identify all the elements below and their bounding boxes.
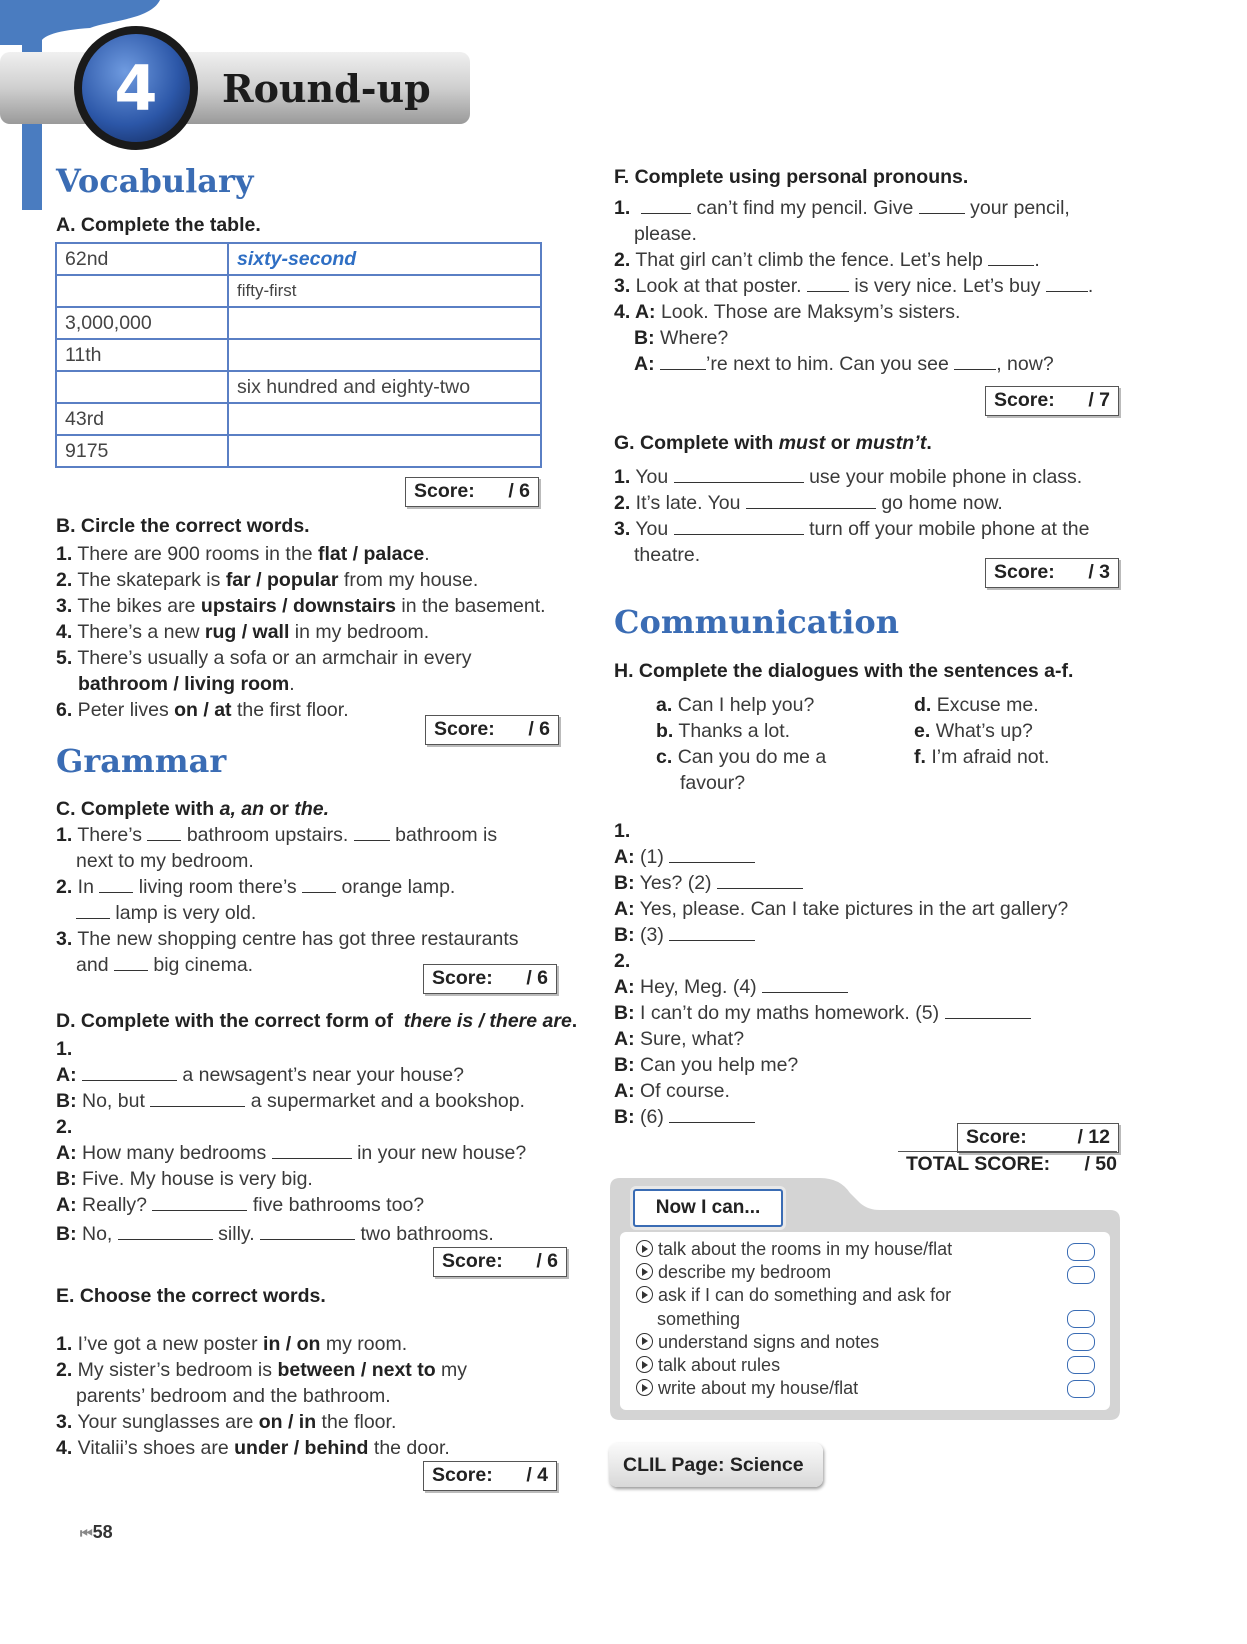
exercise-f-instruction: F. Complete using personal pronouns. — [614, 166, 969, 188]
skip-back-icon: ⏮ — [80, 1525, 93, 1541]
exercise-h-instruction: H. Complete the dialogues with the sentences a-f. — [614, 660, 1074, 682]
now-i-can-tab: Now I can... — [633, 1189, 783, 1227]
score-box-f[interactable]: Score: / 7 — [985, 386, 1119, 416]
list-item: talk about the rooms in my house/flat — [636, 1238, 952, 1261]
play-arrow-icon — [636, 1333, 653, 1350]
list-item: understand signs and notes — [636, 1331, 952, 1354]
exercise-d-items: 1. A: a newsagent’s near your house? B: No, but a supermarket and a bookshop. 2. A: How many bedrooms in your new house? B: Five. My house is very big. A: Really? five bathrooms too? B: No, silly. two bathrooms. — [56, 1038, 527, 1245]
score-box-b[interactable]: Score: / 6 — [425, 715, 559, 745]
exercise-h-options-right: d. Excuse me. e. What’s up? f. I’m afraid not. — [914, 694, 1050, 768]
exercise-b-instruction: B. Circle the correct words. — [56, 515, 310, 537]
list-item: write about my house/flat — [636, 1377, 952, 1400]
exercise-a-instruction: A. Complete the table. — [56, 214, 261, 236]
exercise-g-items: 1. You use your mobile phone in class. 2. It’s late. You go home now. 3. You turn off your mobile phone at the theatre. — [614, 466, 1090, 566]
score-box-a[interactable]: Score: / 6 — [405, 477, 539, 507]
exercise-g-instruction: G. Complete with must or mustn’t. — [614, 432, 932, 454]
communication-heading: Communication — [614, 603, 899, 641]
list-item: describe my bedroom — [636, 1261, 952, 1284]
play-arrow-icon — [636, 1379, 653, 1396]
total-score: TOTAL SCORE: / 50 — [898, 1151, 1117, 1176]
list-item: ask if I can do something and ask for — [636, 1284, 952, 1307]
page-number: ⏮58 — [80, 1522, 113, 1542]
page-title: Round-up — [222, 66, 431, 111]
checkbox[interactable] — [1067, 1380, 1095, 1398]
now-i-can-list: talk about the rooms in my house/flat describe my bedroom ask if I can do something and ask for something understand signs and notes talk about rules write about my house/flat — [636, 1238, 952, 1400]
table-row: 11th — [56, 339, 541, 371]
exercise-c-instruction: C. Complete with a, an or the. — [56, 798, 330, 820]
play-arrow-icon — [636, 1356, 653, 1373]
checkbox[interactable] — [1067, 1266, 1095, 1284]
checkbox[interactable] — [1067, 1356, 1095, 1374]
checkbox[interactable] — [1067, 1243, 1095, 1261]
score-box-h[interactable]: Score: / 12 — [957, 1123, 1119, 1153]
exercise-e-instruction: E. Choose the correct words. — [56, 1285, 326, 1307]
grammar-heading: Grammar — [56, 742, 227, 780]
play-arrow-icon — [636, 1263, 653, 1280]
score-box-e[interactable]: Score: / 4 — [423, 1461, 557, 1491]
exercise-e-items: 1. I’ve got a new poster in / on my room. 2. My sister’s bedroom is between / next to my parents’ bedroom and the bathroom. 3. Your sunglasses are on / in the floor. 4. Vitalii’s shoes are under / behind the door. — [56, 1333, 468, 1459]
unit-number: 4 — [114, 52, 158, 125]
clil-page-button[interactable]: CLIL Page: Science — [609, 1443, 823, 1487]
table-row: 9175 — [56, 435, 541, 467]
exercise-f-items: 1. can’t find my pencil. Give your pencil, please. 2. That girl can’t climb the fence. Let’s help . 3. Look at that poster. is very nice. Let’s buy . 4. A: Look. Those are Maksym’s sisters. B: Where? A: ’re next to him. Can you see , now? — [614, 197, 1094, 375]
exercise-h-dialogues: 1. A: (1) B: Yes? (2) A: Yes, please. Can I take pictures in the art gallery? B: (3) 2. A: Hey, Meg. (4) B: I can’t do my maths homework. (5) A: Sure, what? B: Can you help me? A: Of course. B: (6) — [614, 820, 1069, 1128]
table-row: 3,000,000 — [56, 307, 541, 339]
numbers-table — [55, 242, 542, 468]
exercise-h-options-left: a. Can I help you? b. Thanks a lot. c. Can you do me a favour? — [656, 694, 827, 794]
checkbox[interactable] — [1067, 1333, 1095, 1351]
play-arrow-icon — [636, 1286, 653, 1303]
play-arrow-icon — [636, 1240, 653, 1257]
score-box-d[interactable]: Score: / 6 — [433, 1247, 567, 1277]
score-box-c[interactable]: Score: / 6 — [423, 964, 557, 994]
table-row: 43rd — [56, 403, 541, 435]
vocabulary-heading: Vocabulary — [56, 162, 254, 200]
exercise-c-items: 1. There’s bathroom upstairs. bathroom is next to my bedroom. 2. In living room there’s orange lamp. lamp is very old. 3. The new shopping centre has got three restaurants and big cinema. — [56, 824, 519, 976]
table-row: fifty-first — [56, 275, 541, 307]
list-item: talk about rules — [636, 1354, 952, 1377]
exercise-b-items: 1. There are 900 rooms in the flat / palace. 2. The skatepark is far / popular from my house. 3. The bikes are upstairs / downstairs in the basement. 4. There’s a new rug / wall in my bedroom. 5. There’s usually a sofa or an armchair in every bathroom / living room. 6. Peter lives on / at the first floor. — [56, 543, 546, 721]
table-row: six hundred and eighty-two — [56, 371, 541, 403]
table-row: 62nd sixty-second — [56, 243, 541, 275]
score-box-g[interactable]: Score: / 3 — [985, 558, 1119, 588]
exercise-d-instruction: D. Complete with the correct form of there is / there are. — [56, 1010, 578, 1032]
checkbox[interactable] — [1067, 1310, 1095, 1328]
